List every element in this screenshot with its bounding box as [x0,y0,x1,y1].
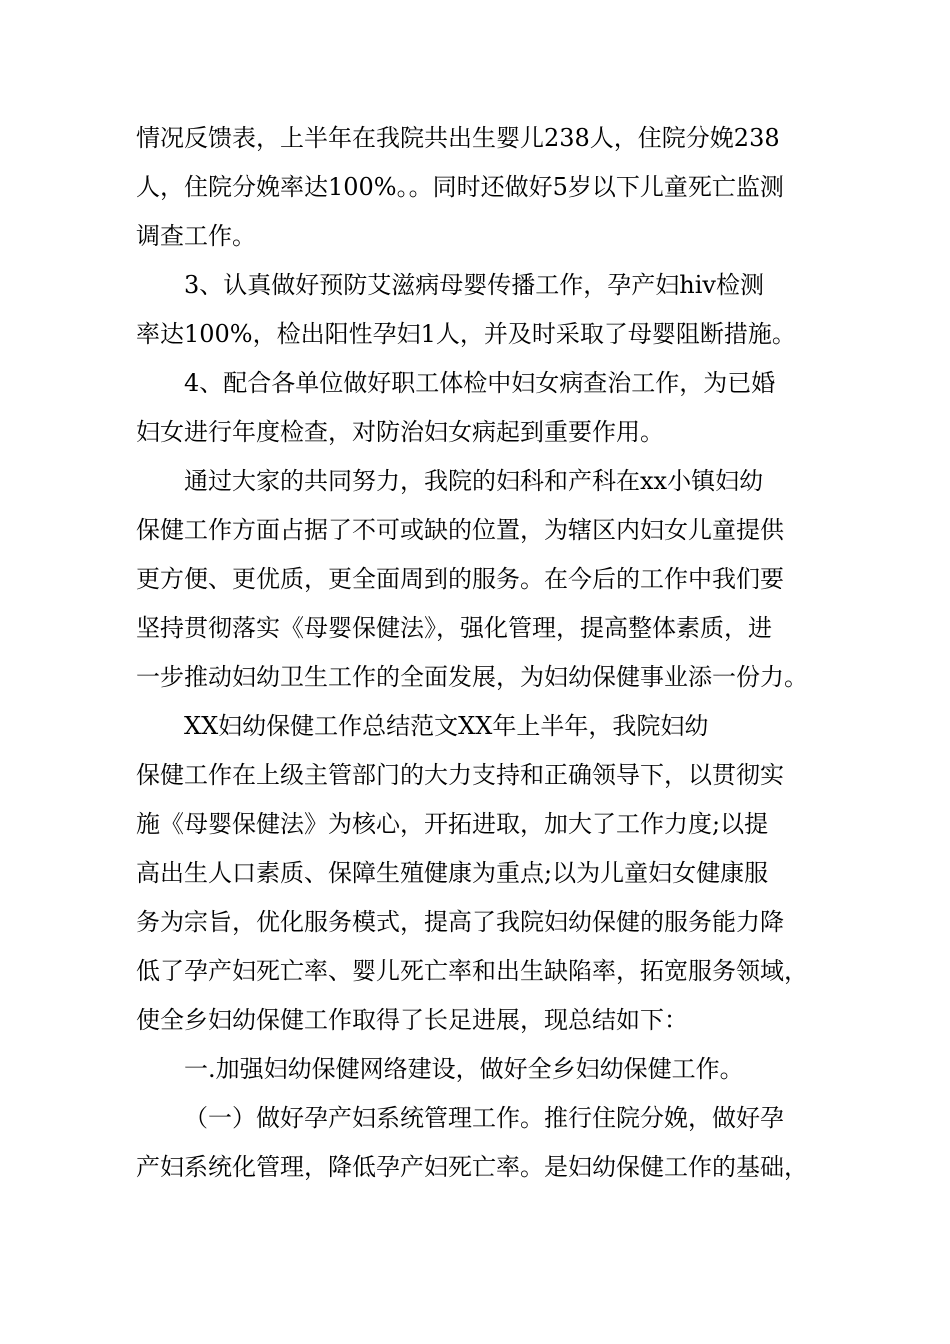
text-line: 率达100%，检出阳性孕妇1人，并及时采取了母婴阻断措施。 [136,320,796,348]
text-line: 人，住院分娩率达100%。。同时还做好5岁以下儿童死亡监测 [136,173,784,201]
text-line: 产妇系统化管理，降低孕产妇死亡率。是妇幼保健工作的基础， [136,1153,808,1181]
text-line: 一步推动妇幼卫生工作的全面发展，为妇幼保健事业添一份力。 [136,663,808,691]
text-line: （一）做好孕产妇系统管理工作。推行住院分娩，做好孕 [184,1104,784,1132]
text-line: 坚持贯彻落实《母婴保健法》，强化管理，提高整体素质，进 [136,614,772,642]
text-line: 调查工作。 [136,222,256,250]
text-line: 务为宗旨，优化服务模式，提高了我院妇幼保健的服务能力降 [136,908,784,936]
text-line: XX妇幼保健工作总结范文XX年上半年，我院妇幼 [184,712,709,740]
text-line: 更方便、更优质，更全面周到的服务。在今后的工作中我们要 [136,565,784,593]
text-line: 施《母婴保健法》为核心，开拓进取，加大了工作力度;以提 [136,810,769,838]
text-line: 3、认真做好预防艾滋病母婴传播工作，孕产妇hiv检测 [184,271,764,299]
text-line: 低了孕产妇死亡率、婴儿死亡率和出生缺陷率，拓宽服务领域， [136,957,808,985]
text-line: 高出生人口素质、保障生殖健康为重点;以为儿童妇女健康服 [136,859,769,887]
text-line: 4、配合各单位做好职工体检中妇女病查治工作，为已婚 [184,369,776,397]
text-line: 一.加强妇幼保健网络建设，做好全乡妇幼保健工作。 [184,1055,744,1083]
document-body [136,114,836,1192]
text-line: 使全乡妇幼保健工作取得了长足进展，现总结如下： [136,1006,688,1034]
text-line: 保健工作在上级主管部门的大力支持和正确领导下，以贯彻实 [136,761,784,789]
text-line: 通过大家的共同努力，我院的妇科和产科在xx小镇妇幼 [184,467,764,495]
text-line: 保健工作方面占据了不可或缺的位置，为辖区内妇女儿童提供 [136,516,784,544]
text-line: 妇女进行年度检查，对防治妇女病起到重要作用。 [136,418,664,446]
text-line: 情况反馈表，上半年在我院共出生婴儿238人，住院分娩238 [136,124,780,152]
